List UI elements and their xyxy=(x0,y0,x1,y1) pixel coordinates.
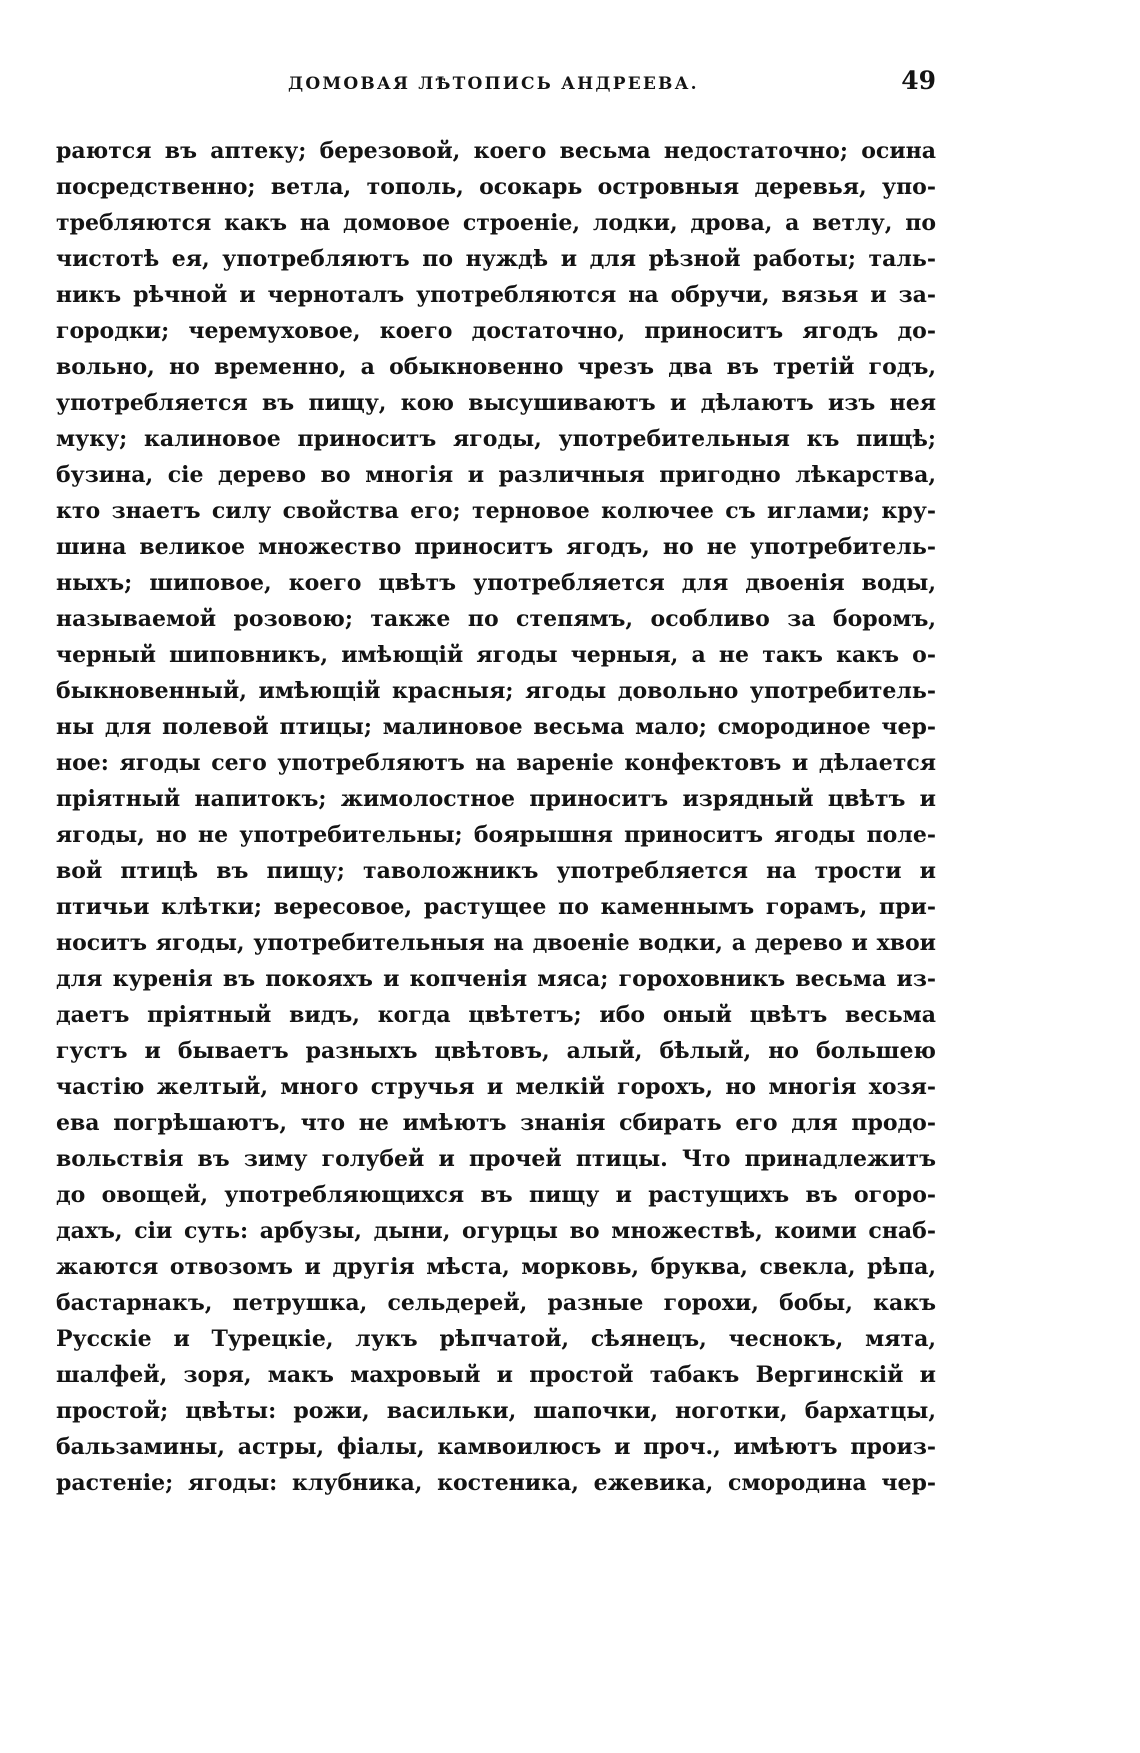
page-number: 49 xyxy=(901,66,936,95)
text-line: кто знаетъ силу свойства его; терновое колючее съ иглами; кру- xyxy=(56,498,936,524)
text-line: ева погрѣшаютъ, что не имѣютъ знанія сбирать его для продо- xyxy=(56,1110,936,1136)
text-line: простой; цвѣты: рожи, васильки, шапочки, ноготки, бархатцы, xyxy=(56,1398,936,1424)
text-line: чистотѣ ея, употребляютъ по нуждѣ и для рѣзной работы; таль- xyxy=(56,246,936,272)
text-line: шина великое множество приноситъ ягодъ, но не употребитель- xyxy=(56,534,936,560)
text-line: Русскіе и Турецкіе, лукъ рѣпчатой, сѣянецъ, чеснокъ, мята, xyxy=(56,1326,936,1352)
text-line: птичьи клѣтки; вересовое, растущее по каменнымъ горамъ, при- xyxy=(56,894,936,920)
text-line: до овощей, употребляющихся въ пищу и растущихъ въ огоро- xyxy=(56,1182,936,1208)
body-text xyxy=(56,133,936,1501)
text-line: ное: ягоды сего употребляютъ на вареніе конфектовъ и дѣлается xyxy=(56,750,936,776)
text-line: бальзамины, астры, фіалы, камвоилюсъ и проч., имѣютъ произ- xyxy=(56,1434,936,1460)
text-line: быкновенный, имѣющій красныя; ягоды довольно употребитель- xyxy=(56,678,936,704)
text-line: раются въ аптеку; березовой, коего весьма недостаточно; осина xyxy=(56,138,936,164)
text-line: никъ рѣчной и черноталъ употребляются на обручи, вязья и за- xyxy=(56,282,936,308)
text-line: муку; калиновое приноситъ ягоды, употребительныя къ пищѣ; xyxy=(56,426,936,452)
text-line: носитъ ягоды, употребительныя на двоеніе водки, а дерево и хвои xyxy=(56,930,936,956)
text-line: употребляется въ пищу, кою высушиваютъ и дѣлаютъ изъ нея xyxy=(56,390,936,416)
text-line: черный шиповникъ, имѣющій ягоды черныя, а не такъ какъ о- xyxy=(56,642,936,668)
text-line: вой птицѣ въ пищу; таволожникъ употребляется на трости и xyxy=(56,858,936,884)
running-title: ДОМОВАЯ ЛѢТОПИСЬ АНДРЕЕВА. xyxy=(288,74,699,94)
text-line: частію желтый, много стручья и мелкій горохъ, но многія хозя- xyxy=(56,1074,936,1100)
text-line: шалфей, зоря, макъ махровый и простой табакъ Вергинскій и xyxy=(56,1362,936,1388)
running-head xyxy=(56,66,936,106)
text-line: бастарнакъ, петрушка, сельдерей, разные горохи, бобы, какъ xyxy=(56,1290,936,1316)
text-line: густъ и бываетъ разныхъ цвѣтовъ, алый, бѣлый, но большею xyxy=(56,1038,936,1064)
text-line: вольно, но временно, а обыкновенно чрезъ два въ третій годъ, xyxy=(56,354,936,380)
text-line: ягоды, но не употребительны; боярышня приноситъ ягоды поле- xyxy=(56,822,936,848)
text-line: даетъ пріятный видъ, когда цвѣтетъ; ибо оный цвѣтъ весьма xyxy=(56,1002,936,1028)
text-line: ны для полевой птицы; малиновое весьма мало; смородиное чер- xyxy=(56,714,936,740)
text-line: бузина, сіе дерево во многія и различныя пригодно лѣкарства, xyxy=(56,462,936,488)
text-line: городки; черемуховое, коего достаточно, приноситъ ягодъ до- xyxy=(56,318,936,344)
text-line: ныхъ; шиповое, коего цвѣтъ употребляется для двоенія воды, xyxy=(56,570,936,596)
text-line: растеніе; ягоды: клубника, костеника, ежевика, смородина чер- xyxy=(56,1470,936,1496)
text-line: называемой розовою; также по степямъ, особливо за боромъ, xyxy=(56,606,936,632)
text-line: дахъ, сіи суть: арбузы, дыни, огурцы во множествѣ, коими снаб- xyxy=(56,1218,936,1244)
text-line: жаются отвозомъ и другія мѣста, морковь, бруква, свекла, рѣпа, xyxy=(56,1254,936,1280)
text-line: пріятный напитокъ; жимолостное приноситъ изрядный цвѣтъ и xyxy=(56,786,936,812)
text-line: вольствія въ зиму голубей и прочей птицы. Что принадлежитъ xyxy=(56,1146,936,1172)
text-line: требляются какъ на домовое строеніе, лодки, дрова, а ветлу, по xyxy=(56,210,936,236)
text-line: для куренія въ покояхъ и копченія мяса; гороховникъ весьма из- xyxy=(56,966,936,992)
text-line: посредственно; ветла, тополь, осокарь островныя деревья, упо- xyxy=(56,174,936,200)
